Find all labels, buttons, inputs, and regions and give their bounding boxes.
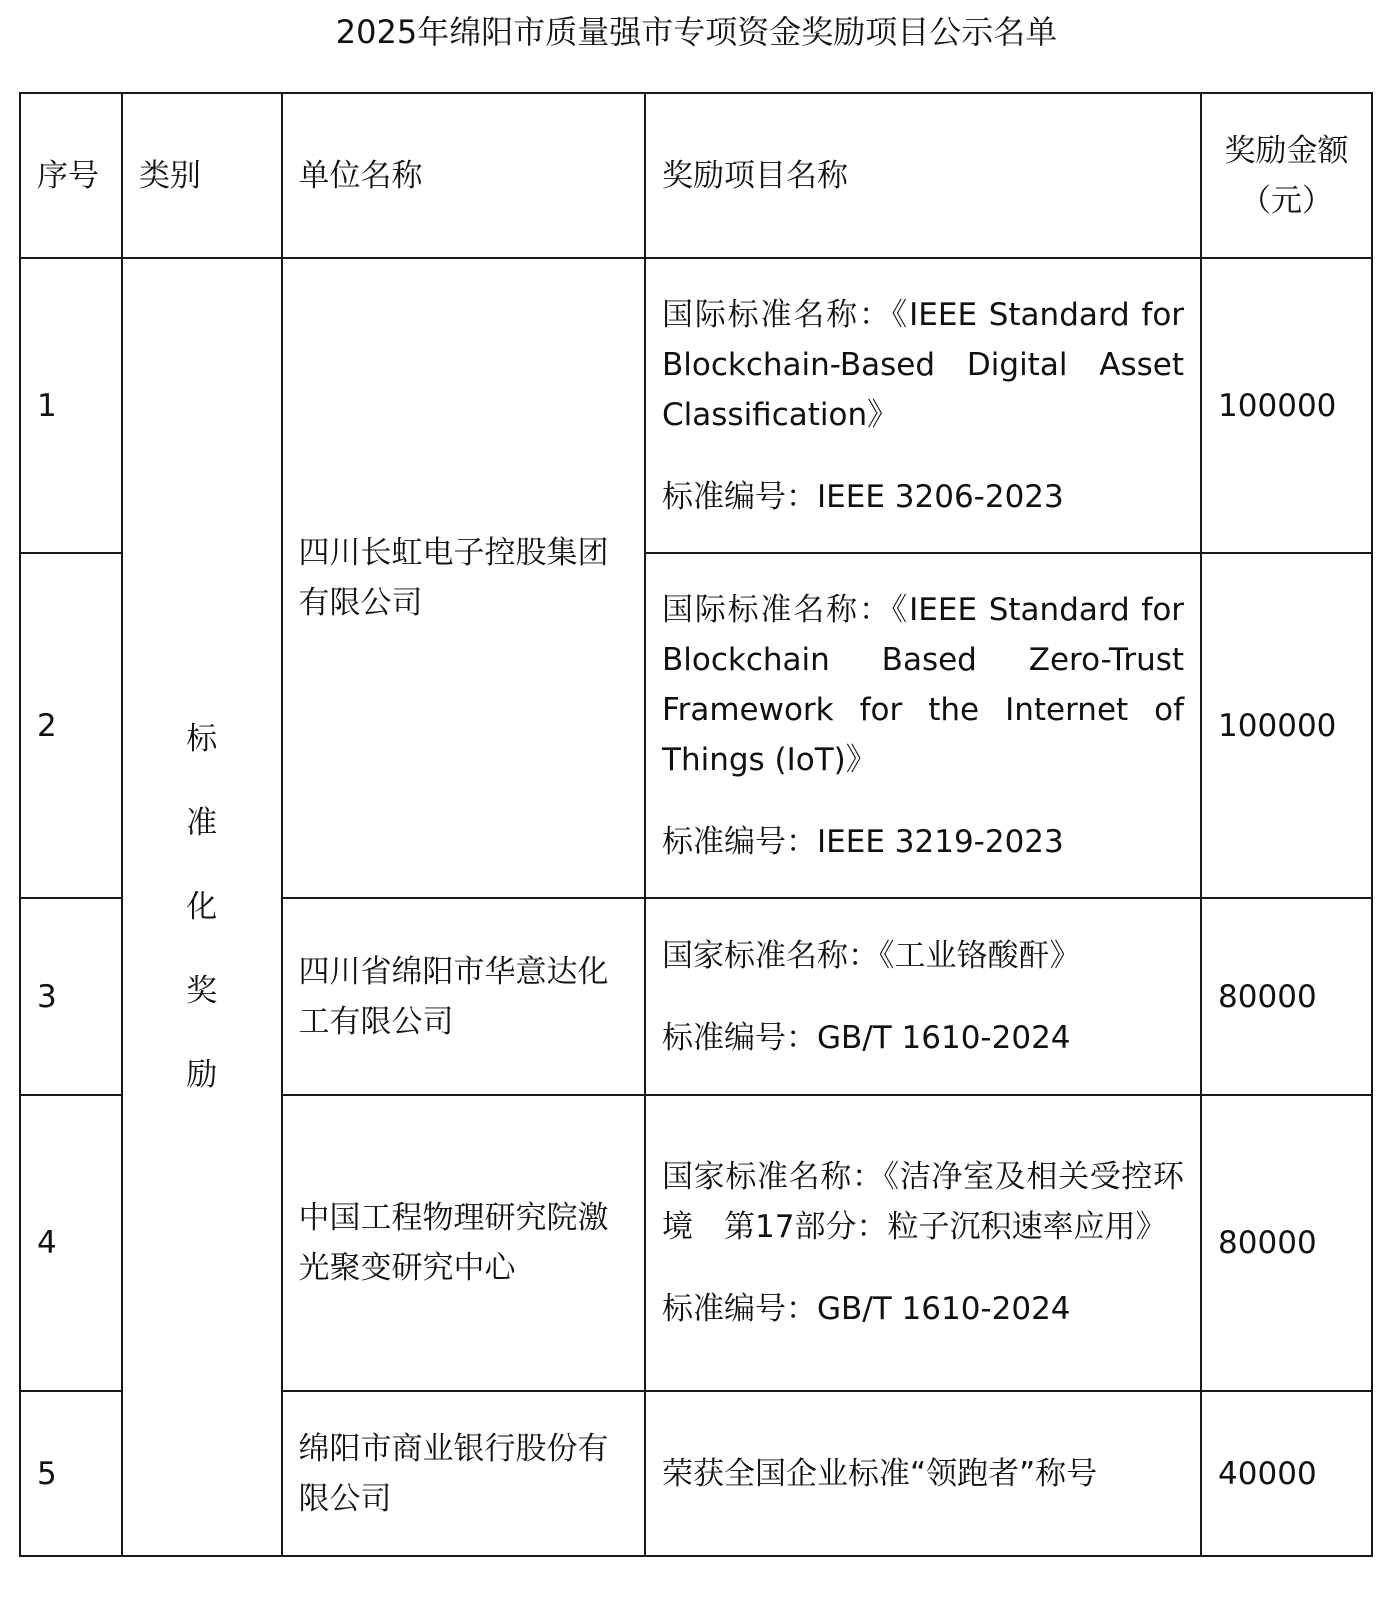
header-project: 奖励项目名称 (645, 93, 1201, 258)
category-char: 励 (186, 1057, 218, 1093)
row-amount: 40000 (1201, 1391, 1372, 1556)
row-unit: 四川长虹电子控股集团有限公司 (282, 258, 645, 898)
row-project (645, 553, 1201, 898)
project-code: 标准编号：GB/T 1610-2024 (662, 1019, 1071, 1056)
row-amount: 100000 (1201, 553, 1372, 898)
category-label (185, 697, 219, 1117)
row-unit: 绵阳市商业银行股份有限公司 (282, 1391, 645, 1556)
header-row (20, 93, 1372, 258)
row-project (645, 1095, 1201, 1391)
row-project (645, 1391, 1201, 1556)
header-amount-line1: 奖励金额 (1224, 132, 1349, 169)
row-project (645, 898, 1201, 1095)
project-name: 国家标准名称：《工业铬酸酐》 (662, 937, 1081, 974)
row-amount: 80000 (1201, 1095, 1372, 1391)
row-unit: 中国工程物理研究院激光聚变研究中心 (282, 1095, 645, 1391)
row-amount: 100000 (1201, 258, 1372, 553)
row-seq: 5 (20, 1391, 122, 1556)
row-project (645, 258, 1201, 553)
table-row (20, 258, 1372, 553)
row-unit: 四川省绵阳市华意达化工有限公司 (282, 898, 645, 1095)
project-name: 国际标准名称：《IEEE Standard for Blockchain-Based Digital Asset Classification》 (662, 296, 1185, 433)
row-seq: 3 (20, 898, 122, 1095)
header-seq: 序号 (20, 93, 122, 258)
header-unit: 单位名称 (282, 93, 645, 258)
row-seq: 2 (20, 553, 122, 898)
category-cell (122, 258, 282, 1556)
project-code: 标准编号：GB/T 1610-2024 (662, 1291, 1071, 1327)
project-name: 荣获全国企业标准“领跑者”称号 (662, 1455, 1098, 1492)
project-code: 标准编号：IEEE 3206-2023 (662, 478, 1064, 515)
category-char: 标 (186, 721, 218, 757)
page-title: 2025年绵阳市质量强市专项资金奖励项目公示名单 (335, 13, 1058, 51)
category-char: 准 (186, 805, 218, 841)
category-char: 化 (186, 889, 218, 925)
row-seq: 1 (20, 258, 122, 553)
row-amount: 80000 (1201, 898, 1372, 1095)
header-amount-line2: （元） (1240, 182, 1334, 219)
project-name: 国际标准名称：《IEEE Standard for Blockchain Based Zero-Trust Framework for the Internet of Things (IoT)》 (662, 591, 1185, 778)
category-char: 奖 (186, 973, 218, 1009)
project-code: 标准编号：IEEE 3219-2023 (662, 823, 1064, 860)
header-category: 类别 (122, 93, 282, 258)
award-table (19, 92, 1373, 1557)
header-amount (1201, 93, 1372, 258)
project-name: 国家标准名称：《洁净室及相关受控环境 第17部分：粒子沉积速率应用》 (662, 1159, 1185, 1245)
row-seq: 4 (20, 1095, 122, 1391)
